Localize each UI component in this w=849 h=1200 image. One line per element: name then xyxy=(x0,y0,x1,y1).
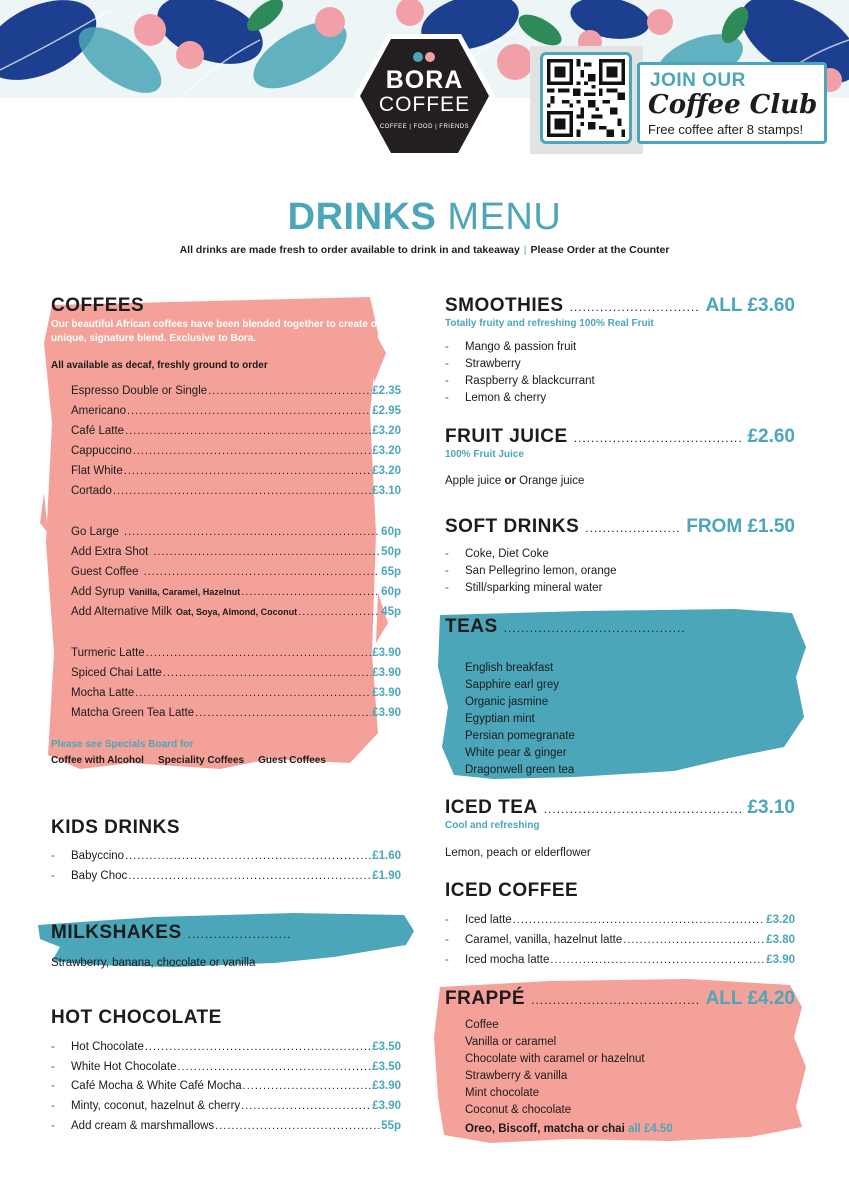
bullet-dash: - xyxy=(51,1061,55,1073)
leader-dots xyxy=(544,802,742,816)
specials-item: Coffee with Alcohol xyxy=(51,755,144,766)
fruit-juice-header xyxy=(445,426,795,448)
leader-dots xyxy=(125,425,371,437)
menu-row xyxy=(51,707,401,723)
leader-dots xyxy=(124,526,380,538)
coffees-heading: COFFEES xyxy=(51,295,145,316)
menu-row xyxy=(51,1080,401,1096)
logo-name-2: COFFEE xyxy=(378,93,471,116)
leader-dots xyxy=(163,667,371,679)
smoothies-heading: SMOOTHIES xyxy=(445,295,564,316)
title-light: MENU xyxy=(447,196,562,238)
item-name: Caramel, vanilla, hazelnut latte xyxy=(465,934,623,946)
leader-dots xyxy=(177,1061,371,1073)
bora-coffee-logo xyxy=(352,32,497,160)
menu-row xyxy=(51,526,401,542)
menu-row xyxy=(51,586,401,602)
list-item xyxy=(445,375,595,392)
bullet-dash xyxy=(445,747,465,764)
list-item xyxy=(445,662,575,679)
leader-dots xyxy=(153,546,380,558)
item-price: £3.90 xyxy=(372,1100,401,1112)
menu-row xyxy=(51,667,401,683)
milkshakes-heading: MILKSHAKES xyxy=(51,922,182,943)
soft-drinks-price: FROM £1.50 xyxy=(686,516,795,537)
bullet-dash: - xyxy=(51,1041,55,1053)
list-item xyxy=(445,582,617,599)
frappe-price: ALL £4.20 xyxy=(705,988,795,1009)
item-name: Add cream & marshmallows xyxy=(71,1120,215,1132)
item-name: Organic jasmine xyxy=(465,696,549,708)
bullet-dash xyxy=(445,679,465,696)
bullet-dash: - xyxy=(445,934,449,946)
leader-dots xyxy=(125,850,371,862)
teas-header xyxy=(445,616,690,638)
item-name: Strawberry xyxy=(465,358,521,370)
item-price: £3.90 xyxy=(372,707,401,719)
item-price: £3.90 xyxy=(372,687,401,699)
menu-row xyxy=(51,405,401,421)
smoothies-header xyxy=(445,295,795,317)
specials-item: Speciality Coffees xyxy=(157,755,245,766)
leader-dots xyxy=(531,993,700,1007)
item-name: Babyccino xyxy=(71,850,125,862)
milkshakes-header xyxy=(51,922,296,944)
menu-row xyxy=(445,934,795,950)
leader-dots xyxy=(195,707,371,719)
bullet-dash xyxy=(445,713,465,730)
item-name: Coffee xyxy=(465,1019,499,1031)
club-heading: JOIN OUR xyxy=(650,70,746,91)
coffees-description: Our beautiful African coffees have been blended together to create our unique, signature blend. Exclusive to Bora. xyxy=(51,319,387,344)
item-price: £3.90 xyxy=(372,667,401,679)
menu-row xyxy=(51,1061,401,1077)
menu-row xyxy=(51,870,401,886)
bullet-dash: - xyxy=(445,954,449,966)
frappe-header xyxy=(445,988,795,1010)
specials-item: Guest Coffees xyxy=(258,755,326,766)
item-price: £2.95 xyxy=(372,405,401,417)
frappe-special-price: all £4.50 xyxy=(627,1123,673,1135)
item-name: Mango & passion fruit xyxy=(465,341,577,353)
qr-code[interactable] xyxy=(540,52,632,144)
item-name: English breakfast xyxy=(465,662,554,674)
kids-drinks-heading: KIDS DRINKS xyxy=(51,817,181,838)
leader-dots xyxy=(504,621,684,635)
leader-dots xyxy=(574,431,742,445)
bullet-dash xyxy=(445,1104,465,1121)
list-item xyxy=(445,548,617,565)
item-name: Minty, coconut, hazelnut & cherry xyxy=(71,1100,241,1112)
frappe-list xyxy=(445,1019,645,1121)
item-name: Guest Coffee xyxy=(71,566,139,578)
iced-tea-price: £3.10 xyxy=(747,797,795,818)
bullet-dash: - xyxy=(445,548,449,560)
item-name: Iced latte xyxy=(465,914,512,926)
list-item xyxy=(445,565,617,582)
leader-dots xyxy=(135,687,371,699)
bullet-dash xyxy=(445,696,465,713)
item-price: 65p xyxy=(381,566,401,578)
item-options: Vanilla, Caramel, Hazelnut xyxy=(128,587,241,597)
item-name: San Pellegrino lemon, orange xyxy=(465,565,617,577)
item-name: Hot Chocolate xyxy=(71,1041,144,1053)
club-name: Coffee Club xyxy=(648,90,818,120)
item-name: Sapphire earl grey xyxy=(465,679,559,691)
item-name: Iced mocha latte xyxy=(465,954,550,966)
leader-dots xyxy=(550,954,765,966)
bullet-dash xyxy=(445,730,465,747)
leader-dots xyxy=(113,485,371,497)
fruit-juice-heading: FRUIT JUICE xyxy=(445,426,568,447)
item-options: Oat, Soya, Almond, Coconut xyxy=(176,607,298,617)
item-name: Spiced Chai Latte xyxy=(71,667,162,679)
item-name: Americano xyxy=(71,405,126,417)
item-price: £3.90 xyxy=(372,647,401,659)
juice-option: Apple juice xyxy=(445,475,502,487)
item-name: Lemon & cherry xyxy=(465,392,547,404)
bullet-dash xyxy=(445,1036,465,1053)
list-item xyxy=(445,747,575,764)
list-item xyxy=(445,696,575,713)
menu-row xyxy=(51,1041,401,1057)
soft-drinks-heading: SOFT DRINKS xyxy=(445,516,580,537)
leader-dots xyxy=(145,1041,371,1053)
menu-row xyxy=(51,850,401,866)
list-item xyxy=(445,1053,645,1070)
item-name: Café Mocha & White Café Mocha xyxy=(71,1080,242,1092)
list-item xyxy=(445,730,575,747)
bullet-dash: - xyxy=(445,582,449,594)
leader-dots xyxy=(298,606,380,618)
logo-tagline: COFFEE | FOOD | FRIENDS xyxy=(379,124,470,130)
milkshakes-flavours: Strawberry, banana, chocolate or vanilla xyxy=(51,957,256,969)
item-price: £3.50 xyxy=(372,1041,401,1053)
item-name: Cortado xyxy=(71,485,112,497)
smoothies-list xyxy=(445,341,595,409)
list-item xyxy=(445,1104,645,1121)
item-price: 50p xyxy=(381,546,401,558)
item-name: Still/sparking mineral water xyxy=(465,582,603,594)
bullet-dash: - xyxy=(445,375,449,387)
item-name: Coke, Diet Coke xyxy=(465,548,549,560)
leader-dots xyxy=(128,870,371,882)
teas-list xyxy=(445,662,575,781)
item-name: Vanilla or caramel xyxy=(465,1036,557,1048)
list-item xyxy=(445,392,595,409)
item-name: Flat White xyxy=(71,465,123,477)
item-name: Persian pomegranate xyxy=(465,730,575,742)
bullet-dash: - xyxy=(445,341,449,353)
juice-or: or xyxy=(504,475,516,487)
item-price: £3.90 xyxy=(766,954,795,966)
item-name: Add Syrup xyxy=(71,586,125,598)
item-name: Turmeric Latte xyxy=(71,647,145,659)
bullet-dash: - xyxy=(445,565,449,577)
menu-row xyxy=(445,914,795,930)
item-name: Chocolate with caramel or hazelnut xyxy=(465,1053,645,1065)
item-price: £3.10 xyxy=(372,485,401,497)
iced-tea-flavours: Lemon, peach or elderflower xyxy=(445,847,591,859)
bullet-dash xyxy=(445,1053,465,1070)
menu-row xyxy=(51,546,401,562)
item-name: Baby Choc xyxy=(71,870,128,882)
bullet-dash xyxy=(445,1087,465,1104)
item-name: Coconut & chocolate xyxy=(465,1104,572,1116)
bullet-dash: - xyxy=(51,870,55,882)
leader-dots xyxy=(127,405,371,417)
bullet-dash xyxy=(445,764,465,781)
bullet-dash: - xyxy=(445,358,449,370)
hot-chocolate-heading: HOT CHOCOLATE xyxy=(51,1007,222,1028)
menu-row xyxy=(51,606,401,622)
fruit-juice-options xyxy=(445,475,584,487)
menu-row xyxy=(51,1120,401,1136)
item-price: £3.20 xyxy=(766,914,795,926)
menu-row xyxy=(51,687,401,703)
subtitle-left: All drinks are made fresh to order available to drink in and takeaway xyxy=(179,244,520,256)
smoothies-price: ALL £3.60 xyxy=(705,295,795,316)
specials-list xyxy=(51,755,326,766)
iced-coffee-heading: ICED COFFEE xyxy=(445,880,579,901)
bullet-dash: - xyxy=(51,850,55,862)
leader-dots xyxy=(570,300,700,314)
menu-row xyxy=(51,647,401,663)
title-bold: DRINKS xyxy=(287,196,437,238)
item-name: Go Large xyxy=(71,526,119,538)
list-item xyxy=(445,341,595,358)
iced-tea-heading: ICED TEA xyxy=(445,797,538,818)
list-item xyxy=(445,1019,645,1036)
bullet-dash: - xyxy=(445,392,449,404)
leader-dots xyxy=(585,521,680,535)
item-name: Mocha Latte xyxy=(71,687,135,699)
juice-option: Orange juice xyxy=(519,475,585,487)
item-name: Dragonwell green tea xyxy=(465,764,575,776)
subtitle-separator: | xyxy=(523,244,527,256)
bullet-dash: - xyxy=(51,1100,55,1112)
logo-name: BORA xyxy=(385,66,464,94)
item-name: Café Latte xyxy=(71,425,125,437)
menu-row xyxy=(445,954,795,970)
leader-dots xyxy=(188,927,290,941)
leader-dots xyxy=(241,1100,371,1112)
menu-row xyxy=(51,465,401,481)
frappe-special xyxy=(465,1123,673,1135)
leader-dots xyxy=(215,1120,380,1132)
item-price: 55p xyxy=(381,1120,401,1132)
frappe-heading: FRAPPÉ xyxy=(445,988,526,1009)
item-name: Add Extra Shot xyxy=(71,546,149,558)
leader-dots xyxy=(124,465,371,477)
bullet-dash xyxy=(445,662,465,679)
item-price: £3.50 xyxy=(372,1061,401,1073)
menu-row xyxy=(51,1100,401,1116)
club-offer: Free coffee after 8 stamps! xyxy=(648,122,804,137)
fruit-juice-price: £2.60 xyxy=(747,426,795,447)
item-price: 60p xyxy=(381,526,401,538)
leader-dots xyxy=(623,934,765,946)
leader-dots xyxy=(133,445,371,457)
menu-row xyxy=(51,485,401,501)
item-name: Mint chocolate xyxy=(465,1087,540,1099)
menu-row xyxy=(51,425,401,441)
iced-tea-header xyxy=(445,797,795,819)
frappe-special-flavours: Oreo, Biscoff, matcha or chai xyxy=(465,1123,625,1135)
leader-dots xyxy=(144,566,381,578)
list-item xyxy=(445,679,575,696)
bullet-dash: - xyxy=(51,1080,55,1092)
coffees-decaf-note: All available as decaf, freshly ground to order xyxy=(51,360,268,371)
item-price: £1.90 xyxy=(372,870,401,882)
subtitle-right: Please Order at the Counter xyxy=(530,244,670,256)
soft-drinks-list xyxy=(445,548,617,599)
bullet-dash: - xyxy=(445,914,449,926)
iced-tea-tagline: Cool and refreshing xyxy=(445,820,540,831)
item-price: £1.60 xyxy=(372,850,401,862)
soft-drinks-header xyxy=(445,516,795,538)
teas-heading: TEAS xyxy=(445,616,498,637)
menu-row xyxy=(51,445,401,461)
item-price: 60p xyxy=(381,586,401,598)
fruit-juice-tagline: 100% Fruit Juice xyxy=(445,449,524,460)
item-price: £3.80 xyxy=(766,934,795,946)
bullet-dash: - xyxy=(51,1120,55,1132)
item-name: Add Alternative Milk xyxy=(71,606,172,618)
item-price: £3.90 xyxy=(372,1080,401,1092)
item-name: White pear & ginger xyxy=(465,747,567,759)
leader-dots xyxy=(208,385,371,397)
specials-note: Please see Specials Board for xyxy=(51,739,194,750)
leader-dots xyxy=(241,586,380,598)
bullet-dash xyxy=(445,1070,465,1087)
item-name: Cappuccino xyxy=(71,445,132,457)
menu-row xyxy=(51,566,401,582)
coffee-club-card xyxy=(637,62,827,144)
leader-dots xyxy=(513,914,766,926)
item-name: Strawberry & vanilla xyxy=(465,1070,568,1082)
menu-row xyxy=(51,385,401,401)
page-subtitle xyxy=(0,244,849,256)
list-item xyxy=(445,1070,645,1087)
page-title xyxy=(0,196,849,239)
item-name: Egyptian mint xyxy=(465,713,535,725)
item-name: Matcha Green Tea Latte xyxy=(71,707,195,719)
smoothies-tagline: Totally fruity and refreshing 100% Real Fruit xyxy=(445,318,654,329)
item-price: £3.20 xyxy=(372,445,401,457)
list-item xyxy=(445,764,575,781)
bullet-dash xyxy=(445,1019,465,1036)
item-price: 45p xyxy=(381,606,401,618)
list-item xyxy=(445,358,595,375)
item-price: £3.20 xyxy=(372,425,401,437)
list-item xyxy=(445,1087,645,1104)
item-price: £2.35 xyxy=(372,385,401,397)
list-item xyxy=(445,1036,645,1053)
leader-dots xyxy=(146,647,372,659)
item-name: White Hot Chocolate xyxy=(71,1061,177,1073)
leader-dots xyxy=(243,1080,372,1092)
item-name: Espresso Double or Single xyxy=(71,385,208,397)
list-item xyxy=(445,713,575,730)
item-price: £3.20 xyxy=(372,465,401,477)
item-name: Raspberry & blackcurrant xyxy=(465,375,595,387)
